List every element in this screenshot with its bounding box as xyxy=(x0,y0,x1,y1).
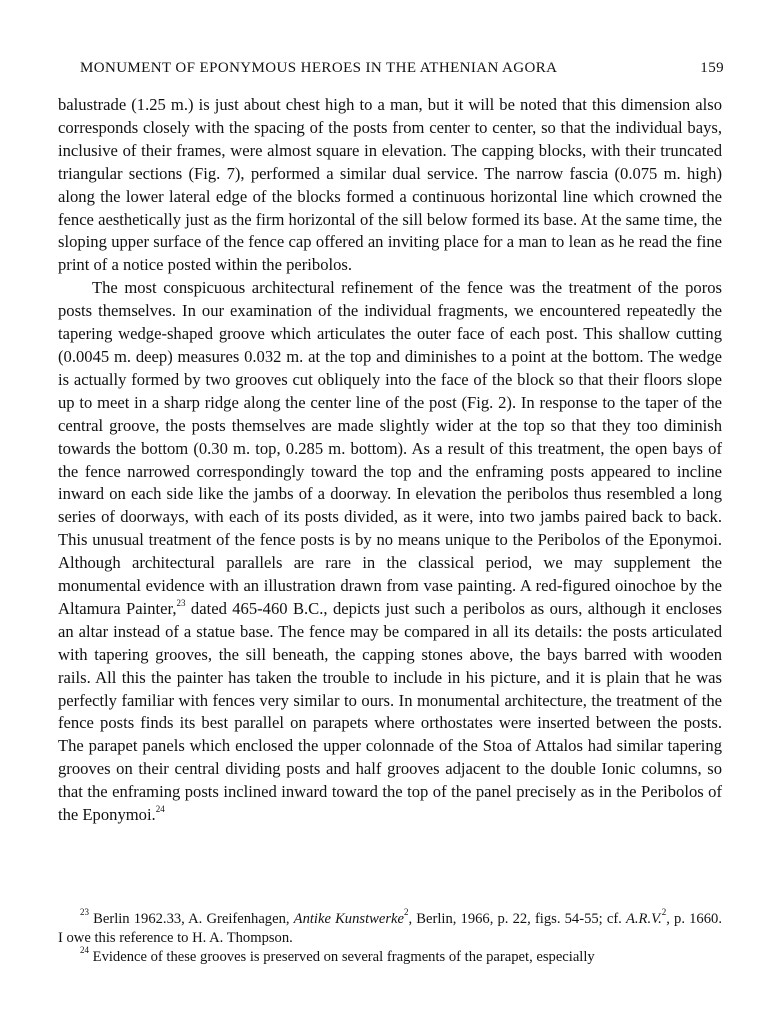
running-title: MONUMENT OF EPONYMOUS HEROES IN THE ATHENIAN AGORA xyxy=(80,60,558,76)
running-header xyxy=(60,60,724,84)
footnote-23-arv: A.R.V. xyxy=(625,911,662,927)
footnote-23-arv-edition: 2 xyxy=(661,907,667,918)
footnote-23-number: 23 xyxy=(80,907,89,918)
footnote-23 xyxy=(58,907,722,948)
footnote-24-number: 24 xyxy=(80,945,89,956)
footnote-24-text: Evidence of these grooves is preserved on several fragments of the parapet, especially xyxy=(89,949,595,965)
footnote-23-book-title: Antike Kunstwerke xyxy=(293,911,404,927)
footnote-23-text-a: Berlin 1962.33, A. Greifenhagen, xyxy=(89,911,294,927)
body-text xyxy=(58,94,722,827)
footnotes xyxy=(58,907,722,967)
footnote-24 xyxy=(58,945,722,967)
paragraph-2-text-c: , depicts just such a peribolos as ours, although it encloses an altar instead of a statue base. The fence may be compared in all its details: the posts articulated with tapering grooves, the sill beneath, the capping stones above, the bays barred with wooden rails. All this the painter has taken the trouble to include in his picture, and it is plain that he was perfectly familiar with fences very similar to ours. In monumental architecture, the treatment of the fence posts finds its best parallel on parapets where orthostates were inserted between the posts. The parapet panels which enclosed the upper colonnade of the Stoa of Attalos had similar tapering grooves on their central dividing posts and half grooves adjacent to the double Ionic columns, so that the enframing posts inclined inward toward the top of the panel precisely as in the Peribolos of the Eponymoi. xyxy=(58,598,723,825)
page-number: 159 xyxy=(700,60,724,76)
paragraph-2-text-a: The most conspicuous architectural refinement of the fence was the treatment of the poros posts themselves. In our examination of the individual fragments, we encountered repeatedly the tapering wedge-shaped groove which articulates the outer face of each post. This shallow cutting (0.0045 m. deep) measures 0.032 m. at the top and diminishes to a point at the bottom. The wedge is actually formed by two grooves cut obliquely into the face of the block so that their floors slope up to meet in a sharp ridge along the center line of the post (Fig. 2). In response to the taper of the central groove, the posts themselves are made slightly wider at the top so that they too diminish towards the bottom (0.30 m. top, 0.285 m. bottom). As a result of this treatment, the open bays of the fence narrowed correspondingly toward the top and the enframing posts appeared to incline inward on each side like the jambs of a doorway. In elevation the peribolos thus resembled a long series of doorways, with each of its posts divided, as it were, into two jambs paired back to back. This unusual treatment of the fence posts is by no means unique to the Peribolos of the Eponymoi. Although architectural parallels are rare in the classical period, we may supplement the monumental evidence with an illustration drawn from vase painting. A red-figured oinochoe by the Altamura Painter, xyxy=(58,278,722,618)
era-abbrev: B.C. xyxy=(292,598,324,618)
paragraph-2-text-b: dated 465-460 xyxy=(185,598,293,618)
footnote-23-edition: 2 xyxy=(403,907,409,918)
footnote-ref-24: 24 xyxy=(155,803,165,814)
footnote-23-text-b: , Berlin, 1966, p. 22, figs. 54-55; cf. xyxy=(408,911,626,927)
paragraph-1: balustrade (1.25 m.) is just about chest high to a man, but it will be noted that this dimension also corresponds closely with the spacing of the posts from center to center, so that the individual bays, inclusive of their frames, were almost square in elevation. The capping blocks, with their truncated triangular sections (Fig. 7), performed a similar dual service. The narrow fascia (0.075 m. high) along the lower lateral edge of the blocks formed a continuous horizontal line which crowned the fence aesthetically just as the firm horizontal of the sill below formed its base. At the same time, the sloping upper surface of the fence cap offered an inviting place for a man to lean as he read the fine print of a notice posted within the peribolos. xyxy=(58,95,722,275)
footnote-23-text-c: , p. 1660. I owe this reference to H. A. Thompson. xyxy=(58,911,722,946)
footnote-ref-23: 23 xyxy=(176,597,186,608)
paragraph-2 xyxy=(58,277,722,827)
